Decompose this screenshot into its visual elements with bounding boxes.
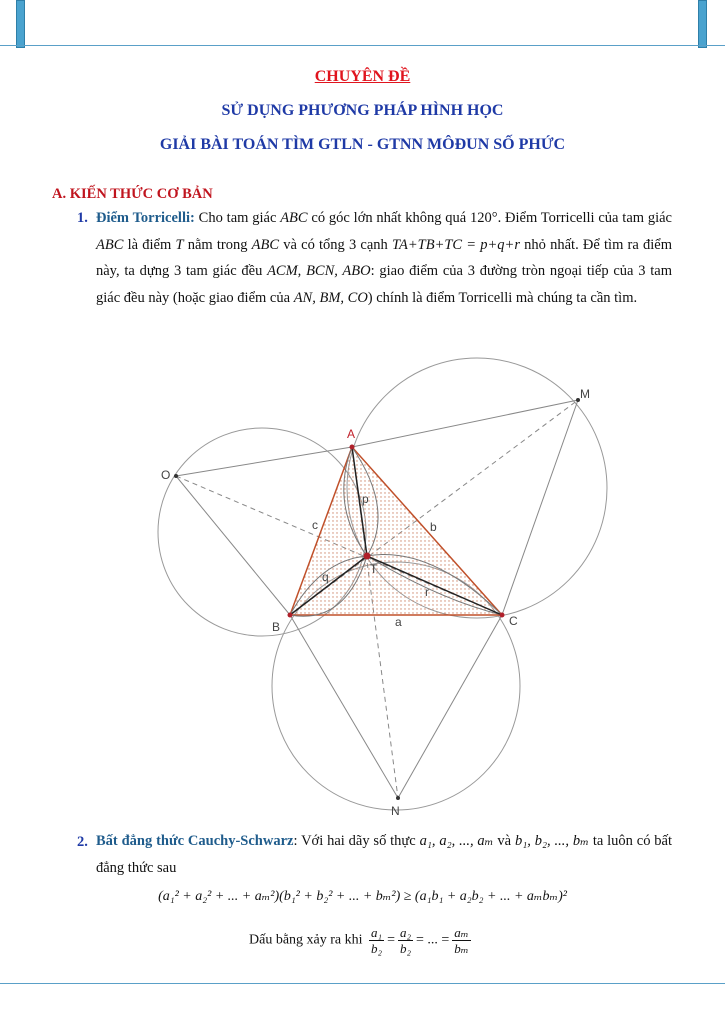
label-b: B <box>272 620 281 634</box>
footer-rule <box>0 983 725 984</box>
equality-condition: Dấu bằng xảy ra khi $\frac{\text{a₁}}{\text{b₂}}$ = $\frac{\text{a₂}}{\text{b₂}}$ = ... = $\frac{\text{aₘ}}{\text{bₘ}}$ <box>249 925 469 956</box>
label-c: C <box>509 614 518 628</box>
item-2-number: 2. <box>77 834 88 850</box>
label-side-c: c <box>312 518 318 532</box>
label-a: A <box>347 427 356 441</box>
fraction-1: $\frac{\text{a₁}}{\text{b₂}}$ <box>371 925 383 956</box>
label-m: M <box>580 387 590 401</box>
section-heading: A. KIẾN THỨC CƠ BẢN <box>52 186 213 202</box>
left-corner-bar <box>16 0 25 48</box>
doc-title: CHUYÊN ĐỀ <box>314 68 411 85</box>
torricelli-term: Điểm Torricelli: <box>96 210 195 226</box>
label-side-a: a <box>395 615 402 629</box>
torricelli-figure <box>150 352 610 822</box>
fraction-3: $\frac{\text{aₘ}}{\text{bₘ}}$ <box>454 925 469 956</box>
cauchy-term: Bất đẳng thức Cauchy-Schwarz <box>96 833 294 849</box>
label-p: p <box>362 492 369 506</box>
doc-subtitle-1: SỬ DỤNG PHƯƠNG PHÁP HÌNH HỌC <box>221 102 504 119</box>
doc-subtitle-2: GIẢI BÀI TOÁN TÌM GTLN - GTNN MÔĐUN SỐ PHỨC <box>159 136 566 153</box>
cauchy-inequality: (a₁² + a₂² + ... + aₘ²)(b₁² + b₂² + ... + bₘ²) ≥ (a₁b₁ + a₂b₂ + ... + aₘbₘ)² <box>158 889 567 904</box>
item-2-paragraph: Bất đẳng thức Cauchy-Schwarz: Với hai dãy số thực a₁, a₂, ..., aₘ và b₁, b₂, ..., bₘ ta luôn có bất đẳng thức sau <box>96 833 672 876</box>
header-rule <box>0 45 725 46</box>
label-side-b: b <box>430 520 437 534</box>
fraction-2: $\frac{\text{a₂}}{\text{b₂}}$ <box>399 925 411 956</box>
label-t: T <box>370 562 378 576</box>
label-q: q <box>322 570 329 584</box>
item-1-paragraph: Điểm Torricelli: Cho tam giác ABC có góc lớn nhất không quá 120°. Điểm Torricelli của tam giác ABC là điểm T nằm trong ABC và có tổng 3 cạnh TA+TB+TC = p+q+r nhỏ nhất. Để tìm ra điểm này, ta dựng 3 tam giác đều ACM, BCN, ABO: giao điểm của 3 đường tròn ngoại tiếp của 3 tam giác đều này (hoặc giao điểm của AN, BM, CO) chính là điểm Torricelli mà chúng ta cần tìm. <box>96 210 672 306</box>
item-1-number: 1. <box>77 210 88 226</box>
point-t <box>364 553 371 560</box>
label-o: O <box>161 468 171 482</box>
label-n: N <box>391 804 400 818</box>
right-corner-bar <box>698 0 707 48</box>
label-r: r <box>425 585 429 599</box>
